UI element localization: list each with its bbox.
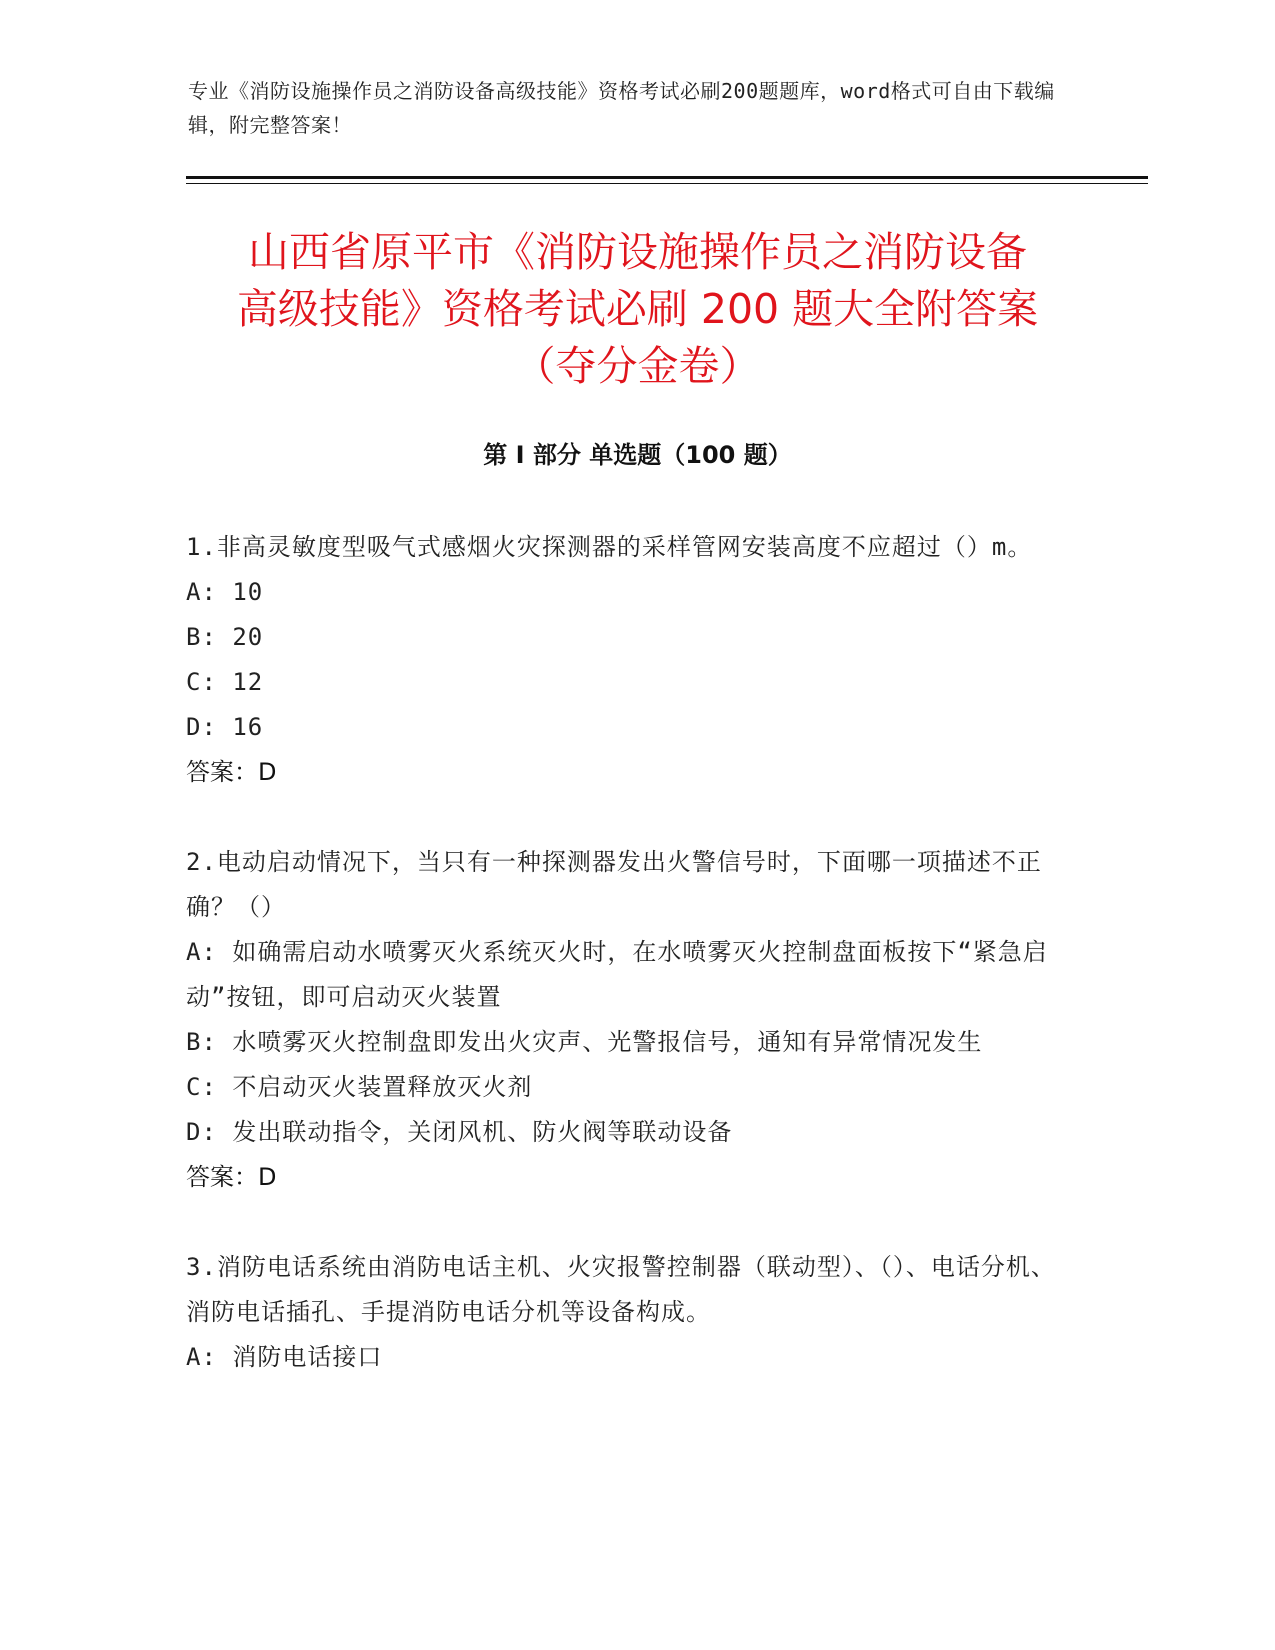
header-divider-thin (186, 183, 1148, 184)
header-note: 专业《消防设施操作员之消防设备高级技能》资格考试必刷200题题库，word格式可自由下载编辑，附完整答案！ (188, 79, 1055, 137)
option-a: A: 如确需启动水喷雾灭火系统灭火时，在水喷雾灭火控制盘面板按下“紧急启动”按钮，即可启动灭火装置 (186, 938, 1048, 1011)
option-c: C: 12 (186, 668, 264, 696)
option-c: C: 不启动灭火装置释放灭火剂 (186, 1073, 533, 1101)
answer-line: 答案：D (186, 758, 277, 786)
question-stem: 2.电动启动情况下，当只有一种探测器发出火警信号时，下面哪一项描述不正确？（） (186, 848, 1042, 921)
document-title (150, 224, 1125, 395)
question-stem: 3.消防电话系统由消防电话主机、火灾报警控制器（联动型）、（）、电话分机、消防电话插孔、手提消防电话分机等设备构成。 (186, 1253, 1056, 1326)
option-b: B: 水喷雾灭火控制盘即发出火灾声、光警报信号，通知有异常情况发生 (186, 1028, 983, 1056)
question-3 (186, 1245, 1076, 1380)
option-b: B: 20 (186, 623, 264, 651)
answer-line: 答案：D (186, 1163, 277, 1191)
title-line-2: 高级技能》资格考试必刷 200 题大全附答案 (236, 285, 1039, 333)
question-stem: 1.非高灵敏度型吸气式感烟火灾探测器的采样管网安装高度不应超过（）m。 (186, 533, 1033, 561)
question-1 (186, 525, 1076, 795)
option-d: D: 发出联动指令，关闭风机、防火阀等联动设备 (186, 1118, 733, 1146)
title-line-1: 山西省原平市《消防设施操作员之消防设备 (248, 228, 1027, 276)
question-list (186, 525, 1076, 1425)
section-heading: 第 I 部分 单选题（100 题） (483, 441, 792, 469)
header-divider-thick (186, 176, 1148, 179)
option-d: D: 16 (186, 713, 264, 741)
title-line-3: （夺分金卷） (514, 342, 761, 390)
question-2 (186, 840, 1076, 1200)
option-a: A: 10 (186, 578, 264, 606)
option-a: A: 消防电话接口 (186, 1343, 383, 1371)
